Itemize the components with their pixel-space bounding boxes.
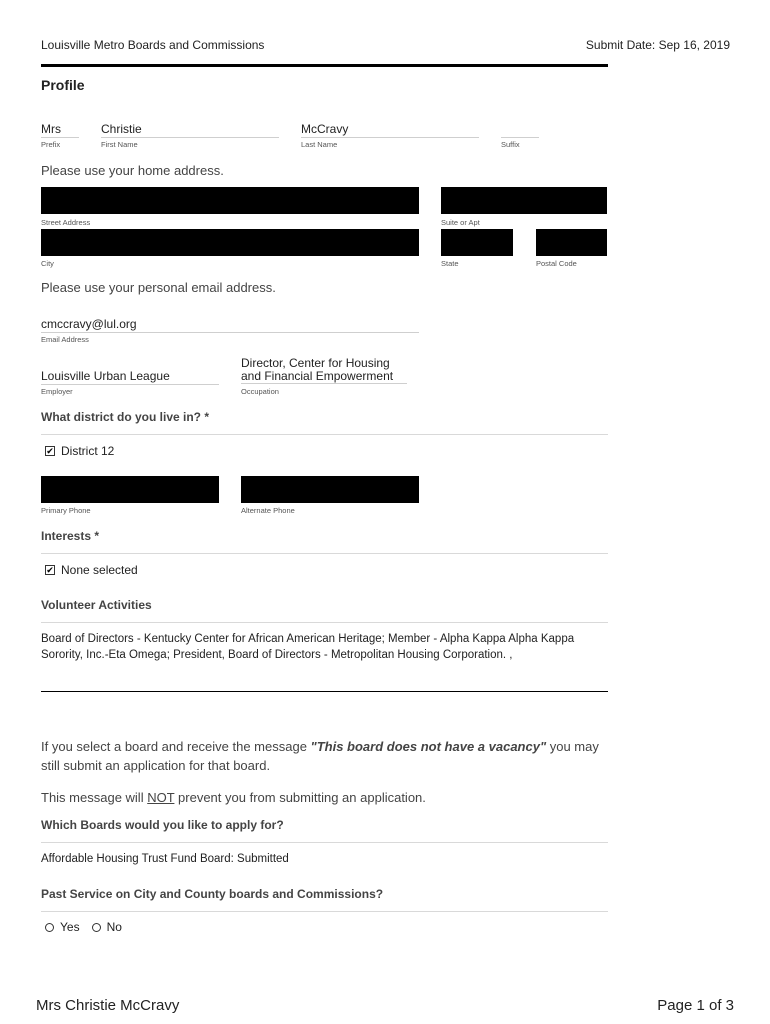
primary-phone-label: Primary Phone xyxy=(41,506,91,515)
vacancy-note-line-2: still submit an application for that board. xyxy=(41,758,271,773)
suite-redacted xyxy=(441,187,607,214)
radio-no-icon[interactable] xyxy=(92,923,101,932)
city-redacted xyxy=(41,229,419,256)
district-option[interactable] xyxy=(45,444,114,458)
submit-date: Submit Date: Sep 16, 2019 xyxy=(585,38,730,52)
employer-value: Louisville Urban League xyxy=(41,369,219,385)
suffix-value xyxy=(501,122,539,138)
footer-page: Page 1 of 3 xyxy=(657,997,734,1014)
occupation-line-2: and Financial Empowerment xyxy=(241,370,407,384)
checkbox-checked-icon[interactable]: ✔ xyxy=(46,446,54,456)
footer-name: Mrs Christie McCravy xyxy=(36,997,180,1014)
not-prevent-pre: This message will xyxy=(41,790,148,805)
checkbox-checked-icon[interactable]: ✔ xyxy=(46,565,54,575)
vacancy-note xyxy=(41,737,611,775)
city-label: City xyxy=(41,259,54,268)
volunteer-rule xyxy=(41,622,608,623)
vacancy-note-part-2: you may xyxy=(546,739,599,754)
not-prevent-note xyxy=(41,790,426,805)
prefix-label: Prefix xyxy=(41,140,61,149)
last-name-value: McCravy xyxy=(301,122,479,138)
first-name-label: First Name xyxy=(101,140,138,149)
street-address-label: Street Address xyxy=(41,218,91,227)
radio-yes-icon[interactable] xyxy=(45,923,54,932)
interests-question: Interests * xyxy=(41,529,100,543)
org-name: Louisville Metro Boards and Commissions xyxy=(41,38,265,52)
vacancy-note-line-1 xyxy=(41,737,611,756)
district-option-label: District 12 xyxy=(61,444,115,458)
not-prevent-emphasis: NOT xyxy=(147,790,175,805)
volunteer-line-1: Board of Directors - Kentucky Center for African American Heritage; Member - Alpha Kappa Alpha Kappa xyxy=(41,633,575,645)
suite-label: Suite or Apt xyxy=(441,218,480,227)
past-service-options xyxy=(45,920,122,934)
volunteer-text xyxy=(41,631,611,663)
street-address-redacted xyxy=(41,187,419,214)
state-label: State xyxy=(441,259,459,268)
occupation-line-1: Director, Center for Housing xyxy=(241,356,390,370)
alternate-phone-label: Alternate Phone xyxy=(241,506,295,515)
district-question: What district do you live in? * xyxy=(41,410,210,424)
postal-code-label: Postal Code xyxy=(536,259,577,268)
volunteer-line-2: Sorority, Inc.-Eta Omega; President, Board of Directors - Metropolitan Housing Corporation. , xyxy=(41,649,513,661)
last-name-label: Last Name xyxy=(301,140,338,149)
email-label: Email Address xyxy=(41,335,89,344)
district-rule xyxy=(41,434,608,435)
header-rule xyxy=(41,64,608,67)
vacancy-note-part-1: If you select a board and receive the message xyxy=(41,739,311,754)
postal-code-redacted xyxy=(536,229,607,256)
boards-question: Which Boards would you like to apply for? xyxy=(41,818,284,832)
occupation-label: Occupation xyxy=(241,387,279,396)
boards-answer: Affordable Housing Trust Fund Board: Submitted xyxy=(41,853,289,865)
state-redacted xyxy=(441,229,513,256)
email-value: cmccravy@lul.org xyxy=(41,317,419,333)
past-service-question: Past Service on City and County boards and Commissions? xyxy=(41,887,384,901)
not-prevent-post: prevent you from submitting an application. xyxy=(174,790,426,805)
employer-label: Employer xyxy=(41,387,73,396)
interests-rule xyxy=(41,553,608,554)
boards-rule xyxy=(41,842,608,843)
alternate-phone-redacted xyxy=(241,476,419,503)
prefix-value: Mrs xyxy=(41,122,79,138)
radio-yes-label: Yes xyxy=(60,920,80,934)
occupation-value xyxy=(241,357,407,384)
interests-option[interactable] xyxy=(45,563,138,577)
volunteer-heading: Volunteer Activities xyxy=(41,598,152,612)
vacancy-message: "This board does not have a vacancy" xyxy=(310,739,547,754)
profile-title: Profile xyxy=(41,77,85,93)
interests-option-label: None selected xyxy=(61,563,138,577)
past-service-rule xyxy=(41,911,608,912)
email-note: Please use your personal email address. xyxy=(41,280,276,295)
volunteer-bottom-rule xyxy=(41,691,608,692)
radio-no-label: No xyxy=(106,920,122,934)
first-name-value: Christie xyxy=(101,122,279,138)
suffix-label: Suffix xyxy=(501,140,520,149)
primary-phone-redacted xyxy=(41,476,219,503)
address-note: Please use your home address. xyxy=(41,163,224,178)
